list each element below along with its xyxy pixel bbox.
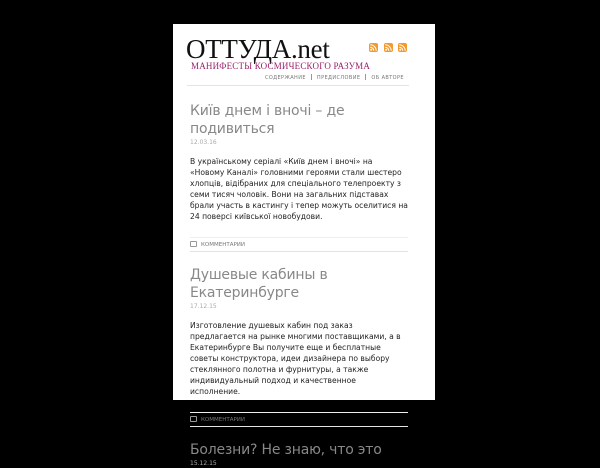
- rss-feed-icon[interactable]: [384, 43, 393, 52]
- rss-feed-icon[interactable]: [369, 43, 378, 52]
- main-nav: [262, 74, 407, 81]
- post-date: 15.12.15: [190, 460, 217, 467]
- post: [190, 266, 408, 427]
- site-tagline: МАНИФЕСТЫ КОСМИЧЕСКОГО РАЗУМА: [191, 61, 371, 71]
- nav-divider: [365, 74, 366, 80]
- post-list: [190, 102, 408, 468]
- post-divider: [190, 251, 408, 252]
- post-title[interactable]: Болезни? Не знаю, что это: [190, 442, 382, 458]
- post-date: 17.12.15: [190, 303, 217, 310]
- nav-item-preface[interactable]: ПРЕДИСЛОВИЕ: [316, 74, 361, 81]
- post-title[interactable]: Київ днем і вночі – де подивиться: [190, 103, 345, 137]
- post-date: 12.03.16: [190, 139, 217, 146]
- page-container: [173, 24, 435, 467]
- post-title[interactable]: Душевые кабины в Екатеринбурге: [190, 267, 328, 301]
- header-divider: [187, 85, 409, 86]
- comment-icon: [190, 241, 197, 247]
- comments-label[interactable]: КОММЕНТАРИИ: [201, 417, 246, 423]
- post-divider: [190, 426, 408, 427]
- post-comments-link[interactable]: [190, 237, 408, 251]
- comment-icon: [190, 416, 197, 422]
- nav-divider: [311, 74, 312, 80]
- post-body: В українському серіалі «Київ днем і вночі» на «Новому Каналі» головними героями стали шестеро хлопців, відібраних для спеціального телепроекту з семи тисяч чоловік. Вони на загальних підставах брали участь в кастингу і тепер можуть оселитися на 24 поверсі київської новобудови.: [190, 157, 408, 221]
- post-comments-link[interactable]: [190, 412, 408, 426]
- site-logo[interactable]: ОТТУДА.net: [186, 34, 330, 64]
- post: [190, 102, 408, 252]
- post: [190, 441, 408, 468]
- rss-feed-icon[interactable]: [398, 43, 407, 52]
- nav-item-contents[interactable]: СОДЕРЖАНИЕ: [264, 74, 306, 81]
- post-body: Изготовление душевых кабин под заказ предлагается на рынке многими поставщиками, а в Екатеринбурге Вы получите еще и бесплатные советы конструктора, идеи дизайнера по выбору стеклянного полотна и фурнитуры, а также индивидуальный подход и качественное исполнение.: [190, 321, 401, 396]
- nav-item-about[interactable]: ОБ АВТОРЕ: [371, 74, 404, 81]
- comments-label[interactable]: КОММЕНТАРИИ: [201, 242, 246, 248]
